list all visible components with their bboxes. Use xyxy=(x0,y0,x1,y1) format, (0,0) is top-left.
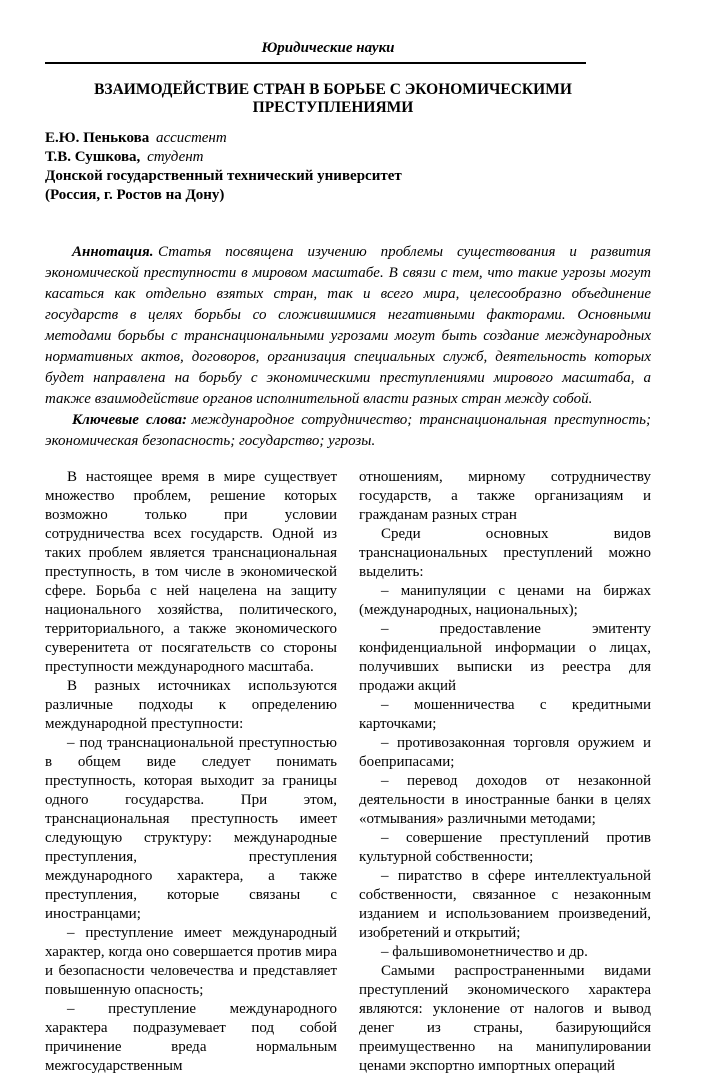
header-rule xyxy=(45,62,586,64)
body-paragraph: отношениям, мирному сотрудничеству государств, а также организациям и гражданам разных стран xyxy=(359,469,651,523)
abstract-text: Статья посвящена изучению проблемы существования и развития экономической преступности в мировом масштабе. В связи с тем, что такие угрозы могут касаться как отдельно взятых стран, так и всего мира, целесообразно объединение государств в целях борьбы со сложившимися негативными факторами. Основными методами борьбы с транснациональными угрозами могут быть создание международных нормативных актов, договоров, организация специальных служб, деятельность которых будет направлена на борьбу с экономическими преступлениями мирового масштаба, а также взаимодействие органов исполнительной власти разных стран между собой. xyxy=(45,244,651,407)
body-paragraph: – преступление международного характера подразумевает под собой причинение вреда нормальным межгосударственным xyxy=(45,1001,337,1074)
body-paragraph: – перевод доходов от незаконной деятельности в иностранные банки в целях «отмывания» различными методами; xyxy=(359,773,651,827)
running-head: Юридические науки xyxy=(261,40,395,56)
author-name: Т.В. Сушкова, xyxy=(45,149,141,165)
body-paragraph: – пиратство в сфере интеллектуальной собственности, связанное с незаконным изданием и использованием произведений, изобретений и открытий; xyxy=(359,868,651,941)
article-title: ВЗАИМОДЕЙСТВИЕ СТРАН В БОРЬБЕ С ЭКОНОМИЧЕСКИМИ ПРЕСТУПЛЕНИЯМИ xyxy=(94,81,572,116)
body-paragraph: – совершение преступлений против культурной собственности; xyxy=(359,830,651,865)
abstract-paragraph xyxy=(45,242,651,410)
body-paragraph: – мошенничества с кредитными карточками; xyxy=(359,697,651,732)
abstract-label: Аннотация. xyxy=(72,244,154,260)
author-role: студент xyxy=(147,149,204,165)
left-column xyxy=(45,468,337,1076)
authors-block xyxy=(45,129,651,205)
author-line xyxy=(45,148,651,167)
body-paragraph: – противозаконная торговля оружием и боеприпасами; xyxy=(359,735,651,770)
body-paragraph: – преступление имеет международный характер, когда оно совершается против мира и безопасности человечества и представляет повышенную опасность; xyxy=(45,925,337,998)
body-paragraph: – фальшивомонетничество и др. xyxy=(381,944,588,960)
body-paragraph: Среди основных видов транснациональных преступлений можно выделить: xyxy=(359,526,651,580)
keywords-text: международное сотрудничество; транснациональная преступность; экономическая безопасность; государство; угрозы. xyxy=(45,412,651,449)
author-line xyxy=(45,129,651,148)
abstract-block xyxy=(45,242,651,452)
body-paragraph: Самыми распространенными видами преступлений экономического характера являются: уклонение от налогов и вывод денег из страны, базирующийся преимущественно на манипулировании ценами экспортно импортных операций xyxy=(359,963,651,1074)
author-name: Е.Ю. Пенькова xyxy=(45,130,150,146)
author-role: ассистент xyxy=(155,130,227,146)
affiliation-line: (Россия, г. Ростов на Дону) xyxy=(45,187,225,203)
body-paragraph: – манипуляции с ценами на биржах (международных, национальных); xyxy=(359,583,651,618)
keywords-paragraph xyxy=(45,410,651,452)
affiliation-line: Донской государственный технический университет xyxy=(45,168,402,184)
body-paragraph: В разных источниках используются различные подходы к определению международной преступности: xyxy=(45,678,337,732)
body-paragraph: – предоставление эмитенту конфиденциальной информации о лицах, получивших выписки из реестра для продажи акций xyxy=(359,621,651,694)
body-paragraph: В настоящее время в мире существует множество проблем, решение которых возможно только при условии сотрудничества всех государств. Одной из таких проблем является транснациональная преступность, в том числе в экономической сфере. Борьба с ней нацелена на защиту национального хозяйства, политического, территориального, а также экономического суверенитета от посягательств со стороны преступности международного масштаба. xyxy=(45,469,337,675)
right-column xyxy=(359,468,651,1076)
body-paragraph: – под транснациональной преступностью в общем виде следует понимать преступность, которая выходит за границы одного государства. При этом, транснациональная преступность имеет следующую структуру: международные преступления, преступления международного характера, а также преступления, которые связаны с иностранцами; xyxy=(45,735,337,922)
body-columns xyxy=(45,468,651,1076)
keywords-label: Ключевые слова: xyxy=(72,412,187,428)
